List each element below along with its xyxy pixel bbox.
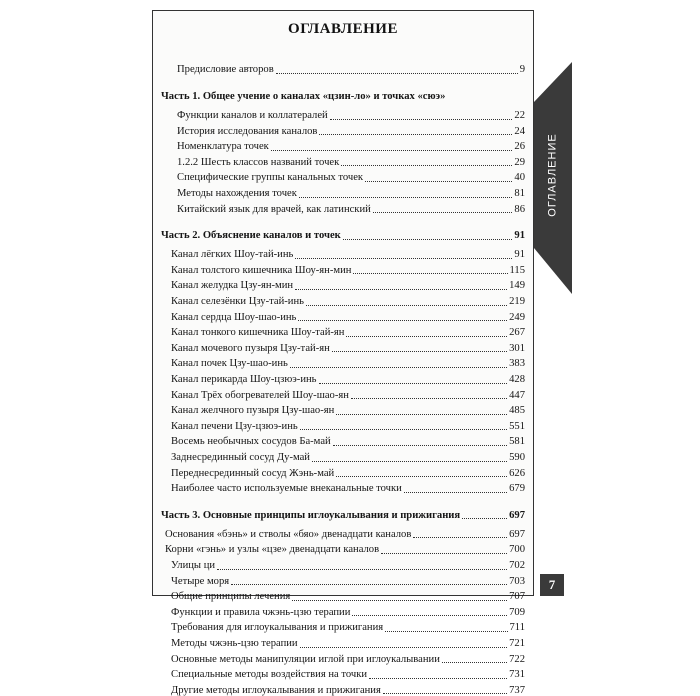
dot-leader [383, 692, 507, 694]
toc-entry-page: 731 [509, 669, 525, 681]
page-title: ОГЛАВЛЕНИЕ [288, 21, 398, 37]
toc-entry-title: Канал лёгких Шоу-тай-инь [171, 249, 294, 261]
toc-entry [161, 246, 525, 261]
dot-leader [385, 630, 507, 632]
toc-entry-title: Функции и правила чжэнь-цзю терапии [171, 606, 351, 618]
toc-entry-title: Методы нахождения точек [177, 188, 297, 199]
toc-entry-title: Требования для иглоукалывания и прижигания [171, 622, 384, 634]
toc-entry-title: Другие методы иглоукалывания и прижигания [171, 684, 381, 696]
toc-entry-page: 9 [519, 64, 525, 76]
toc-entry [161, 355, 525, 370]
dot-leader [352, 614, 507, 616]
toc-entry [161, 185, 525, 200]
toc-entry-page: 709 [509, 606, 525, 618]
toc-entry-title: Специальные методы воздействия на точки [171, 669, 368, 681]
toc-entry-title: Канал толстого кишечника Шоу-ян-мин [171, 264, 352, 276]
toc-entry-page: 91 [514, 230, 525, 242]
toc-entry-page: 711 [509, 622, 525, 634]
toc-entry-title: Часть 1. Общее учение о каналах «цзин-ло» и точках «сюэ» [161, 91, 446, 102]
toc-entry-page: 383 [509, 358, 525, 370]
dot-leader [332, 350, 507, 352]
toc-entry-page: 22 [514, 110, 525, 121]
dot-leader [295, 288, 507, 290]
toc-entry-page: 721 [509, 638, 525, 649]
dot-leader [373, 211, 513, 213]
toc-entry [161, 635, 525, 650]
toc-entry-page: 626 [509, 467, 525, 479]
dot-leader [231, 583, 507, 585]
toc-entry-title: История исследования каналов [177, 125, 318, 137]
toc-entry-title: Канал печени Цзу-цзюэ-инь [171, 420, 298, 432]
toc-entry-title: Предисловие авторов [177, 64, 274, 76]
toc-entry [161, 261, 525, 276]
toc-entry-title: Общие принципы лечения [171, 591, 291, 603]
toc-entry [161, 386, 525, 401]
toc-entry-title: Наиболее часто используемые внеканальные точки [171, 483, 402, 495]
toc-entry-title: 1.2.2 Шесть классов названий точек [177, 156, 340, 168]
toc-entry-page: 26 [514, 141, 525, 153]
page-number: 7 [540, 574, 564, 596]
dot-leader [295, 257, 512, 259]
toc-entry-title: Заднесрединный сосуд Ду-май [171, 452, 310, 463]
toc-entry [161, 61, 525, 76]
toc-entry-title: Номенклатура точек [177, 141, 269, 153]
toc-entry [161, 402, 525, 417]
toc-entry-title: Специфические группы канальных точек [177, 172, 364, 184]
toc-entry-page: 40 [514, 172, 525, 184]
toc-entry-title: Основания «бэнь» и стволы «бяо» двенадцати каналов [165, 528, 412, 540]
toc-entry [161, 153, 525, 168]
toc-entry-page: 219 [509, 296, 525, 307]
toc-entry-title: Основные методы манипуляции иглой при иглоукалывании [171, 653, 440, 665]
toc-page [152, 10, 534, 696]
toc-part-heading [161, 88, 525, 103]
toc-entry [161, 371, 525, 386]
toc-entry [161, 681, 525, 696]
dot-leader [299, 196, 513, 198]
toc-entry-page: 91 [514, 249, 525, 261]
toc-part-heading [161, 506, 525, 521]
toc-entry [161, 449, 525, 464]
dot-leader [404, 491, 507, 493]
toc-entry [161, 138, 525, 153]
dot-leader [271, 149, 513, 151]
toc-entry-page: 697 [509, 509, 525, 521]
toc-entry [161, 588, 525, 603]
toc-entry-title: Корни «гэнь» и узлы «цзе» двенадцати каналов [165, 544, 380, 556]
toc-entry-title: Часть 3. Основные принципы иглоукалывания и прижигания [161, 509, 461, 521]
toc-entry-title: Переднесрединный сосуд Жэнь-май [171, 467, 335, 479]
toc-entry [161, 324, 525, 339]
toc-entry [161, 122, 525, 137]
toc-entry [161, 541, 525, 556]
dot-leader [330, 118, 513, 120]
toc-entry [161, 339, 525, 354]
toc-entry [161, 169, 525, 184]
toc-entry-title: Канал Трёх обогревателей Шоу-шао-ян [171, 389, 349, 401]
dot-leader [343, 238, 513, 240]
toc-entry-page: 81 [514, 188, 525, 199]
toc-entry-title: Канал тонкого кишечника Шоу-тай-ян [171, 327, 345, 339]
toc-entry-title: Канал перикарда Шоу-цзюэ-инь [171, 374, 317, 385]
toc-entry-page: 551 [509, 420, 525, 432]
toc-entry [161, 433, 525, 448]
toc-entry-page: 115 [509, 264, 525, 276]
toc-entry [161, 650, 525, 665]
toc-entry-page: 700 [509, 544, 525, 556]
dot-leader [336, 413, 507, 415]
toc-entry-title: Методы чжэнь-цзю терапии [171, 638, 298, 649]
dot-leader [341, 164, 512, 166]
toc-entry [161, 277, 525, 292]
toc-entry-page: 249 [509, 311, 525, 323]
toc-entry-page: 722 [509, 653, 525, 665]
dot-leader [336, 475, 507, 477]
toc-entry-page: 707 [509, 591, 525, 603]
dot-leader [217, 568, 507, 570]
toc-entry-page: 590 [509, 452, 525, 463]
dot-leader [381, 552, 507, 554]
toc-entry-page: 697 [509, 528, 525, 540]
dot-leader [351, 397, 507, 399]
side-tab-wedge [534, 62, 572, 102]
toc-entry-page: 24 [514, 125, 525, 137]
toc-entry [161, 308, 525, 323]
dot-leader [300, 646, 508, 648]
toc-entry [161, 480, 525, 495]
toc-entry-title: Канал желчного пузыря Цзу-шао-ян [171, 405, 335, 417]
toc-entry-title: Канал почек Цзу-шао-инь [171, 358, 288, 370]
dot-leader [413, 536, 507, 538]
toc-entry-title: Восемь необычных сосудов Ба-май [171, 436, 331, 448]
toc-entry-page: 149 [509, 280, 525, 292]
toc-entry-title: Улицы ци [171, 560, 216, 571]
toc-entry-page: 447 [509, 389, 525, 401]
dot-leader [276, 72, 518, 74]
dot-leader [333, 444, 507, 446]
toc-entry [161, 557, 525, 572]
toc-entry [161, 666, 525, 681]
side-tab-label: ОГЛАВЛЕНИЕ [547, 133, 560, 217]
dot-leader [369, 677, 507, 679]
toc-entry [161, 603, 525, 618]
dot-leader [319, 382, 508, 384]
dot-leader [346, 335, 507, 337]
dot-leader [319, 133, 512, 135]
toc-entry-title: Канал мочевого пузыря Цзу-тай-ян [171, 342, 330, 354]
toc-entry-page: 301 [509, 342, 525, 354]
side-tab-band [534, 102, 572, 248]
toc-entry-page: 702 [509, 560, 525, 571]
toc-entry-title: Функции каналов и коллатералей [177, 110, 328, 121]
toc-entry-page: 679 [509, 483, 525, 495]
toc-entry [161, 107, 525, 122]
toc-entry-page: 703 [509, 575, 525, 587]
toc-entry-page: 737 [509, 684, 525, 696]
toc-entry [161, 293, 525, 308]
toc-part-heading [161, 227, 525, 242]
toc-entry-page: 581 [509, 436, 525, 448]
toc-entry-page: 485 [509, 405, 525, 417]
toc-entry [161, 619, 525, 634]
toc-entry-title: Канал сердца Шоу-шао-инь [171, 311, 297, 323]
toc-entry-page: 86 [514, 203, 525, 215]
toc-entry-title: Четыре моря [171, 575, 230, 587]
toc-entry-page: 29 [514, 156, 525, 168]
dot-leader [300, 428, 507, 430]
dot-leader [298, 319, 507, 321]
side-tab-lower [534, 248, 572, 294]
side-tab [534, 62, 572, 596]
toc-entry [161, 525, 525, 540]
toc-entry [161, 464, 525, 479]
toc-entry-title: Китайский язык для врачей, как латинский [177, 203, 371, 215]
toc-entry [161, 417, 525, 432]
dot-leader [306, 304, 507, 306]
dot-leader [290, 366, 507, 368]
dot-leader [365, 180, 512, 182]
toc-entry [161, 572, 525, 587]
toc-entry-title: Часть 2. Объяснение каналов и точек [161, 230, 341, 242]
toc-entry-title: Канал селезёнки Цзу-тай-инь [171, 296, 304, 307]
dot-leader [312, 460, 507, 462]
toc-entry [161, 200, 525, 215]
toc-entry-title: Канал желудка Цзу-ян-мин [171, 280, 294, 292]
toc-entry-page: 428 [509, 374, 525, 385]
dot-leader [462, 517, 507, 519]
toc-entry-page: 267 [509, 327, 525, 339]
dot-leader [442, 661, 507, 663]
dot-leader [353, 272, 507, 274]
